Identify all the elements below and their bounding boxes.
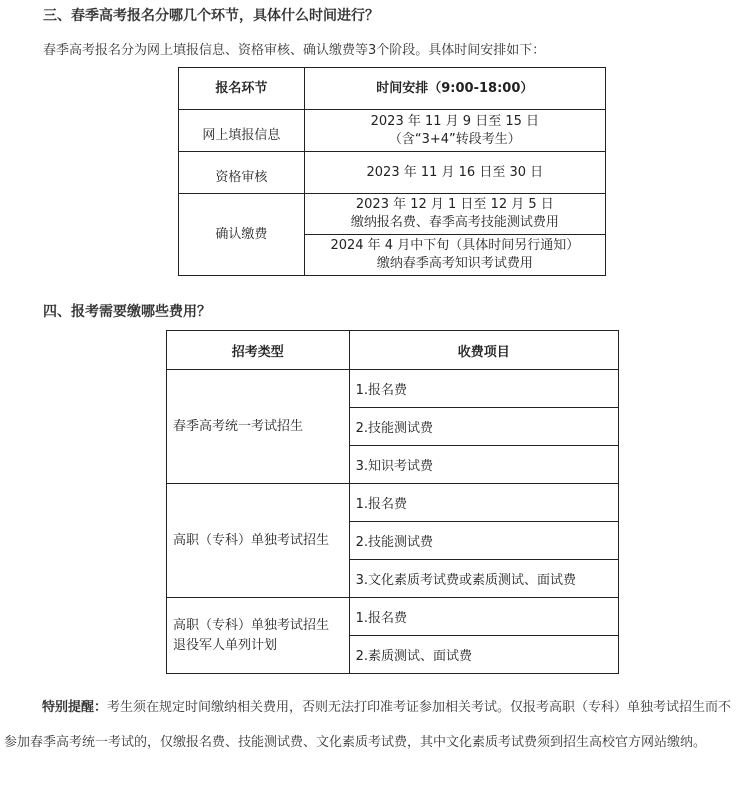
schedule-time-line: 2023 年 11 月 9 日至 15 日 bbox=[370, 113, 540, 129]
fee-item-cell: 3.文化素质考试费或素质测试、面试费 bbox=[349, 560, 618, 598]
fee-header-type: 招考类型 bbox=[167, 331, 350, 370]
schedule-stage-cell: 网上填报信息 bbox=[179, 110, 305, 152]
schedule-row bbox=[179, 110, 606, 152]
schedule-row bbox=[179, 194, 606, 235]
fee-table bbox=[166, 330, 619, 674]
fee-row bbox=[167, 484, 619, 522]
reminder-text: 考生须在规定时间缴纳相关费用，否则无法打印准考证参加相关考试。仅报考高职（专科）单独考试招生而不参加春季高考统一考试的，仅缴报名费、技能测试费、文化素质考试费，其中文化素质考试费须到招生高校官方网站缴纳。 bbox=[4, 700, 732, 750]
special-reminder bbox=[4, 690, 739, 760]
reminder-label: 特别提醒： bbox=[42, 700, 108, 715]
fee-item-cell: 1.报名费 bbox=[349, 484, 618, 522]
schedule-table bbox=[178, 67, 606, 276]
fee-item-cell: 1.报名费 bbox=[349, 598, 618, 636]
schedule-time-line: 2024 年 4 月中下旬（具体时间另行通知） bbox=[330, 238, 580, 253]
fee-item-cell: 2.技能测试费 bbox=[349, 408, 618, 446]
fee-header-row bbox=[167, 331, 619, 370]
section-3-heading: 三、春季高考报名分哪几个环节，具体什么时间进行？ bbox=[43, 8, 379, 24]
fee-type-line: 退役军人单列计划 bbox=[173, 637, 278, 653]
schedule-header-row bbox=[179, 68, 606, 110]
schedule-row bbox=[179, 152, 606, 194]
schedule-header-time: 时间安排（9:00-18:00） bbox=[304, 68, 605, 110]
schedule-time-cell bbox=[304, 110, 605, 152]
fee-item-cell: 3.知识考试费 bbox=[349, 446, 618, 484]
fee-item-cell: 1.报名费 bbox=[349, 370, 618, 408]
fee-type-line: 高职（专科）单独考试招生 bbox=[173, 617, 330, 633]
schedule-header-stage: 报名环节 bbox=[179, 68, 305, 110]
schedule-time-line: 2023 年 12 月 1 日至 12 月 5 日 bbox=[355, 197, 554, 212]
schedule-time-line: （含“3+4”转段考生） bbox=[388, 131, 521, 147]
section-4-heading: 四、报考需要缴哪些费用？ bbox=[43, 304, 211, 320]
fee-type-cell: 春季高考统一考试招生 bbox=[167, 370, 350, 484]
schedule-time-line: 缴纳春季高考知识考试费用 bbox=[376, 256, 533, 271]
schedule-stage-cell: 确认缴费 bbox=[179, 194, 305, 276]
schedule-stage-cell: 资格审核 bbox=[179, 152, 305, 194]
fee-header-items: 收费项目 bbox=[349, 331, 618, 370]
fee-row bbox=[167, 370, 619, 408]
fee-item-cell: 2.素质测试、面试费 bbox=[349, 636, 618, 674]
fee-type-cell: 高职（专科）单独考试招生 bbox=[167, 484, 350, 598]
fee-item-cell: 2.技能测试费 bbox=[349, 522, 618, 560]
section-3-intro: 春季高考报名分为网上填报信息、资格审核、确认缴费等3个阶段。具体时间安排如下： bbox=[43, 43, 546, 58]
schedule-time-cell bbox=[304, 235, 605, 276]
fee-type-cell bbox=[167, 598, 350, 674]
schedule-time-line: 缴纳报名费、春季高考技能测试费用 bbox=[350, 215, 559, 230]
schedule-time-cell: 2023 年 11 月 16 日至 30 日 bbox=[304, 152, 605, 194]
fee-row bbox=[167, 598, 619, 636]
schedule-time-cell bbox=[304, 194, 605, 235]
